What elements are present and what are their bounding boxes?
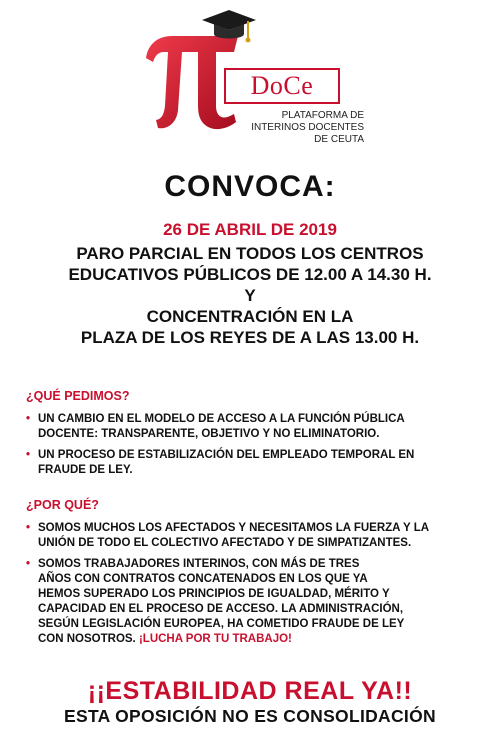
call-to-action: ¡LUCHA POR TU TRABAJO! xyxy=(138,633,292,645)
list-item-line: UN PROCESO DE ESTABILIZACIÓN DEL EMPLEADO TEMPORAL EN xyxy=(38,449,415,461)
brand-box xyxy=(224,68,340,104)
list-item-line: DOCENTE: TRANSPARENTE, OBJETIVO Y NO ELIMINATORIO. xyxy=(38,428,380,440)
logo xyxy=(138,6,368,156)
bullet-icon: • xyxy=(26,558,31,570)
slogan: ¡¡ESTABILIDAD REAL YA!! xyxy=(87,677,413,705)
list-item-line: AÑOS CON CONTRATOS CONCATENADOS EN LOS QUE YA xyxy=(38,573,368,585)
graduation-cap-icon xyxy=(200,6,258,52)
announcement-line: PARO PARCIAL EN TODOS LOS CENTROS xyxy=(76,244,424,263)
org-line: DE CEUTA xyxy=(314,134,364,145)
list-item-text: CON NOSOTROS. xyxy=(38,633,136,645)
list-item-line: SEGÚN LEGISLACIÓN EUROPEA, HA COMETIDO FRAUDE DE LEY xyxy=(38,618,405,630)
list-item-line: UNIÓN DE TODO EL COLECTIVO AFECTADO Y DE SIMPATIZANTES. xyxy=(38,537,412,549)
organization-name xyxy=(214,110,364,146)
bullet-icon: • xyxy=(26,449,31,461)
list-item-line: SOMOS TRABAJADORES INTERINOS, CON MÁS DE TRES xyxy=(38,558,360,570)
brand-name: DoCe xyxy=(250,71,314,100)
list-item xyxy=(26,557,482,647)
list-item-line: HEMOS SUPERADO LOS PRINCIPIOS DE IGUALDAD, MÉRITO Y xyxy=(38,588,390,600)
list-item xyxy=(26,521,482,551)
section-heading: ¿QUÉ PEDIMOS? xyxy=(26,389,130,403)
list-item-line: FRAUDE DE LEY. xyxy=(38,464,133,476)
announcement-line: EDUCATIVOS PÚBLICOS DE 12.00 A 14.30 H. xyxy=(68,265,432,284)
list-item-line: SOMOS MUCHOS LOS AFECTADOS Y NECESITAMOS LA FUERZA Y LA xyxy=(38,522,430,534)
bullet-icon: • xyxy=(26,522,31,534)
org-line: INTERINOS DOCENTES xyxy=(251,122,364,133)
org-line: PLATAFORMA DE xyxy=(281,110,364,121)
event-date: 26 DE ABRIL DE 2019 xyxy=(163,220,337,239)
list-item-line: UN CAMBIO EN EL MODELO DE ACCESO A LA FUNCIÓN PÚBLICA xyxy=(38,413,405,425)
footer-statement: ESTA OPOSICIÓN NO ES CONSOLIDACIÓN xyxy=(64,706,436,726)
list-item xyxy=(26,448,482,478)
headline: CONVOCA: xyxy=(164,170,336,203)
demands-section xyxy=(26,389,482,484)
list-item-line: CAPACIDAD EN EL PROCESO DE ACCESO. LA ADMINISTRACIÓN, xyxy=(38,603,404,615)
list-item xyxy=(26,412,482,442)
list-item-line xyxy=(38,632,482,647)
announcement xyxy=(0,243,500,348)
announcement-line: PLAZA DE LOS REYES DE A LAS 13.00 H. xyxy=(80,328,420,347)
reasons-section xyxy=(26,498,482,653)
section-heading: ¿POR QUÉ? xyxy=(26,498,99,512)
bullet-icon: • xyxy=(26,413,31,425)
announcement-line: CONCENTRACIÓN EN LA xyxy=(146,307,354,326)
announcement-line: Y xyxy=(244,286,256,305)
